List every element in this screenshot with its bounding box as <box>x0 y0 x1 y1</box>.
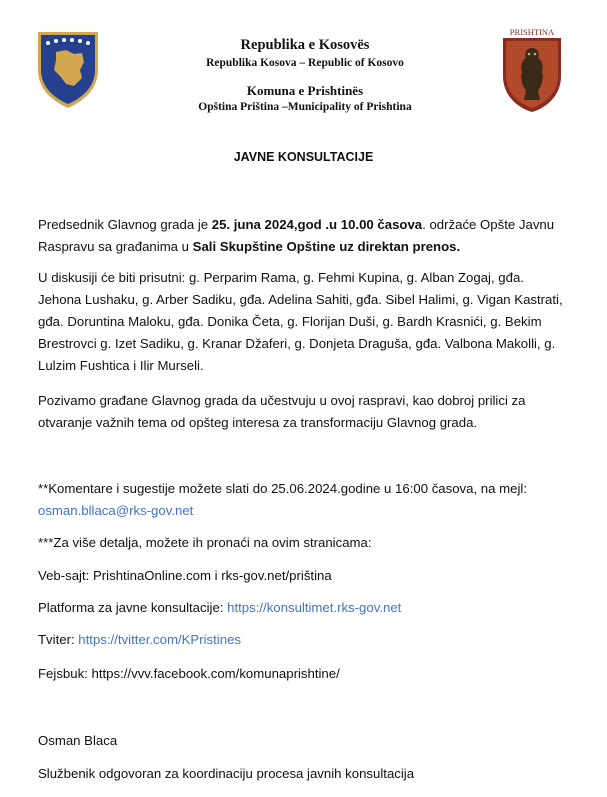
intro-paragraph <box>38 214 570 258</box>
website-line <box>38 565 570 587</box>
platform-label: Platforma za javne konsultacije: <box>38 600 228 615</box>
intro-text-2: . održaće Opšte Javnu Raspravu sa građanima u <box>38 217 555 254</box>
signature-role: Službenik odgovoran za koordinaciju procesa javnih konsultacija <box>38 766 415 781</box>
comments-text: **Komentare i sugestije možete slati do 25.06.2024.godine u 16:00 časova, na mejl: <box>38 481 527 496</box>
intro-date-time: 25. juna 2024,god .u 10.00 časova <box>211 217 423 232</box>
twitter-link[interactable]: https://tvitter.com/KPristines <box>78 632 241 647</box>
facebook-label: Fejsbuk: <box>38 666 92 681</box>
platform-link[interactable]: https://konsultimet.rks-gov.net <box>227 600 402 615</box>
invitation-paragraph: Pozivamo građane Glavnog grada da učestvuju u ovoj raspravi, kao dobroj prilici za otvaranje važnih tema od opšteg interesa za transformaciju Glavnog grada. <box>38 393 526 430</box>
comments-paragraph <box>38 478 570 522</box>
intro-text-1: Predsednik Glavnog grada je <box>38 217 212 232</box>
letterhead <box>0 0 607 130</box>
details-intro: ***Za više detalja, možete ih pronaći na ovim stranicama: <box>38 535 372 550</box>
website-value: PrishtinaOnline.com i rks-gov.net/priština <box>92 568 332 583</box>
facebook-line <box>38 663 570 685</box>
header-republic-sq: Republika e Kosovës <box>240 37 370 53</box>
facebook-url: https://vvv.facebook.com/komunaprishtine/ <box>91 666 340 681</box>
website-label: Veb-sajt: <box>38 568 93 583</box>
twitter-label: Tviter: <box>38 632 79 647</box>
platform-line <box>38 597 570 619</box>
intro-place: Sali Skupštine Opštine uz direktan prenos. <box>192 239 461 254</box>
signature-name: Osman Blaca <box>38 733 118 748</box>
kosovo-coat-of-arms-icon <box>36 30 100 110</box>
header-municipality-sr-en: Opština Priština –Municipality of Prishtina <box>198 101 412 113</box>
header-municipality-sq: Komuna e Prishtinës <box>246 83 364 98</box>
email-link[interactable]: osman.bllaca@rks-gov.net <box>38 503 194 518</box>
twitter-line <box>38 629 570 651</box>
prishtina-emblem-icon <box>500 26 564 114</box>
attendees-paragraph: U diskusiji će biti prisutni: g. Perparim Rama, g. Fehmi Kupina, g. Alban Zogaj, gđa. Jehona Lushaku, g. Arber Sadiku, gđa. Adelina Sahiti, gđa. Sibel Halimi, g. Vigan Kastrati, gđa. Doruntina Maloku, gđa. Donika Četa, g. Florijan Duši, g. Bardh Krasnići, g. Bekim Brestrovci g. Izet Sadiku, g. Kranar Džaferi, g. Donjeta Draguša, gđa. Valbona Makolli, g. Lulzim Fushtica i Ilir Murseli. <box>38 270 563 373</box>
page-title: JAVNE KONSULTACIJE <box>233 150 374 164</box>
emblem-text: PRISHTINA <box>509 27 555 37</box>
header-republic-sr-en: Republika Kosova – Republic of Kosovo <box>206 57 404 69</box>
